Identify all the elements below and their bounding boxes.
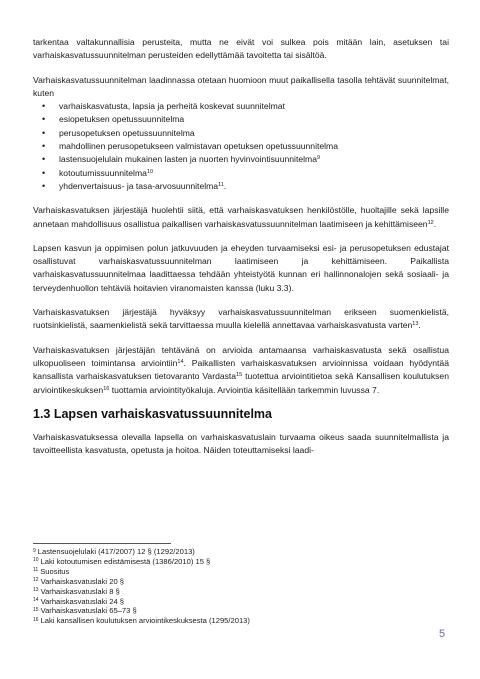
footnote: $^{10}$ Laki kotoutumisen edistämisestä (1386/2010) 15 § <box>33 556 211 566</box>
list-item: • varhaiskasvatusta, lapsia ja perheitä koskevat suunnitelmat <box>46 100 449 113</box>
footnote: $^{14}$ Varhaiskasvatuslaki 24 § <box>33 596 124 606</box>
footnote-ref: 16 <box>103 385 110 392</box>
body-text <box>33 36 449 469</box>
intro-paragraph: tarkentaa valtakunnallisia perusteita, mutta ne eivät voi sulkea pois mitään lain, asetuksen tai varhaiskasvatussuunnitelman perusteiden edellyttämää tavoitetta tai sisältöä. <box>33 37 449 61</box>
footnotes <box>33 547 333 626</box>
list-item: • kotoutumissuunnitelma$^{10}$ <box>46 167 449 180</box>
footnote-ref: 11 <box>218 181 224 188</box>
footnote: $^{12}$ Varhaiskasvatuslaki 20 § <box>33 576 124 586</box>
footnote-ref: 13 <box>412 321 419 328</box>
paragraph: Varhaiskasvatuksen järjestäjä huolehtii siitä, että varhaiskasvatuksen henkilöstölle, huoltajille sekä lapsille annetaan mahdollisuus osallistua paikallisen varhaiskasvatussuunnitelman laatimiseen ja kehittämiseen$^{12}$. <box>33 205 449 229</box>
list-item: • yhdenvertaisuus- ja tasa-arvosuunnitelma$^{11}$. <box>46 180 449 193</box>
list-item: • mahdollinen perusopetukseen valmistavan opetuksen opetussuunnitelma <box>46 140 449 153</box>
footnote-ref: 12 <box>427 219 434 226</box>
section-paragraph: Varhaiskasvatuksessa olevalla lapsella on varhaiskasvatuslain turvaama oikeus saada suunnitelmallista ja tavoitteellista kasvatusta, opetusta ja hoitoa. Näiden toteuttamiseksi laadi- <box>33 432 449 456</box>
footnote: $^{11}$ Suositus <box>33 566 70 576</box>
list-lead: Varhaiskasvatussuunnitelman laadinnassa otetaan huomioon muut paikallisella tasolla tehtävät suunnitelmat, kuten <box>33 74 449 98</box>
list-item: • lastensuojelulain mukainen lasten ja nuorten hyvinvointisuunnitelma$^9$ <box>46 153 449 166</box>
footnote-ref: 9 <box>316 155 321 162</box>
footnote-ref: 14 <box>177 358 184 365</box>
footnote: $^{15}$ Varhaiskasvatuslaki 65–73 § <box>33 606 137 616</box>
evaluation-paragraph: Varhaiskasvatuksen järjestäjän tehtävänä on arvioida antamaansa varhaiskasvatusta sekä osallistua ulkopuoliseen toimintansa arviointiin$^{14}$. Paikallisten varhaiskasvatuksen arvioinnissa voidaan hyödyntää kansallista varhaiskasvatuksen tietovaranto Vardasta$^{15}$ tuotettua arviointitietoa sekä Kansallisen koulutuksen arviointikeskuksen$^{16}$ tuottamia arviointityökaluja. Arviointia käsitellään tarkemmin luvussa 7. <box>33 344 449 395</box>
page-number: 5 <box>439 628 446 640</box>
footnote: $^{13}$ Varhaiskasvatuslaki 8 § <box>33 586 120 596</box>
footnote-ref: 15 <box>236 372 243 379</box>
footnote: $^9$ Lastensuojelulaki (417/2007) 12 § (1292/2013) <box>33 547 195 556</box>
plans-list <box>33 100 449 193</box>
paragraph: Varhaiskasvatuksen järjestäjä hyväksyy varhaiskasvatussuunnitelman erikseen suomenkielistä, ruotsinkielistä, saamenkielistä sekä tarvittaessa muulla kielellä annettavaa varhaiskasvatusta varten$^{13}$. <box>33 307 449 331</box>
footnote-divider <box>33 543 171 544</box>
section-heading: 1.3 Lapsen varhaiskasvatussuunnitelma <box>33 406 272 421</box>
list-item: • perusopetuksen opetussuunnitelma <box>46 127 449 140</box>
list-item: • esiopetuksen opetussuunnitelma <box>46 113 449 126</box>
footnote-ref: 10 <box>146 168 154 175</box>
footnote: $^{16}$ Laki kansallisen koulutuksen arviointikeskuksesta (1295/2013) <box>33 616 250 626</box>
paragraph: Lapsen kasvun ja oppimisen polun jatkuvuuden ja eheyden turvaamiseksi esi- ja perusopetuksen edustajat osallistuvat varhaiskasvatussuunnitelman laatimiseen ja kehittämiseen. Paikallista varhaiskasvatussuunnitelmaa laadittaessa tehdään yhteistyötä kunnan eri hallinnonalojen sekä sosiaali- ja terveydenhuollon tehtäviä hoitavien viranomaisten kanssa (luku 3.3). <box>33 242 449 293</box>
